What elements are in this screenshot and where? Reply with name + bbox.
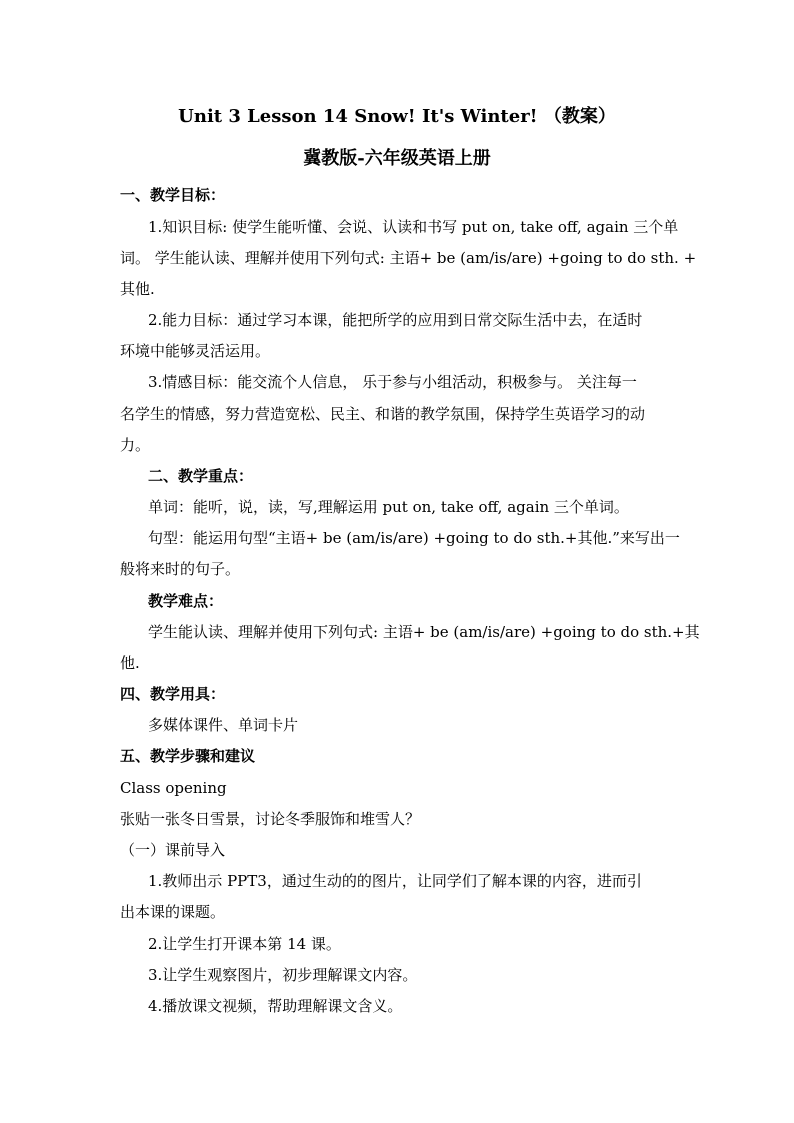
document-title: Unit 3 Lesson 14 Snow! It's Winter! （教案）: [178, 106, 616, 127]
paragraph-line: 句型：能运用句型“主语+ be (am/is/are) +going to do sth.+其他.”来写出一: [148, 529, 680, 547]
paragraph-line: 3.让学生观察图片，初步理解课文内容。: [148, 966, 418, 984]
paragraph-line: 学生能认读、理解并使用下列句式: 主语+ be (am/is/are) +going to do sth.+其: [148, 623, 700, 641]
subsection-heading: （一）课前导入: [120, 841, 226, 859]
document-subtitle: 冀教版-六年级英语上册: [303, 148, 491, 169]
paragraph-line: 其他.: [120, 280, 155, 298]
paragraph-line: 张贴一张冬日雪景，讨论冬季服饰和堆雪人？: [120, 810, 421, 828]
section-heading-objectives: 一、教学目标：: [120, 186, 226, 204]
paragraph-line: 1.教师出示 PPT3，通过生动的的图片，让同学们了解本课的内容，进而引: [148, 872, 642, 890]
paragraph-line: 2.能力目标：通过学习本课，能把所学的应用到日常交际生活中去，在适时: [148, 311, 643, 329]
paragraph-line: 般将来时的句子。: [120, 560, 241, 578]
section-heading-key-points: 二、教学重点：: [148, 467, 254, 485]
paragraph-line: 出本课的课题。: [120, 903, 226, 921]
section-heading-steps: 五、教学步骤和建议: [120, 747, 256, 765]
paragraph-line: 环境中能够灵活运用。: [120, 342, 271, 360]
paragraph-line: 力。: [120, 436, 151, 454]
section-heading-tools: 四、教学用具：: [120, 685, 226, 703]
section-heading-difficulties: 教学难点：: [148, 592, 224, 610]
paragraph-line: 1.知识目标: 使学生能听懂、会说、认读和书写 put on, take off, again 三个单: [148, 218, 679, 236]
paragraph-line: 单词：能听，说，读，写,理解运用 put on, take off, again 三个单词。: [148, 498, 629, 516]
paragraph-line: 4.播放课文视频，帮助理解课文含义。: [148, 997, 403, 1015]
paragraph-line: 词。 学生能认读、理解并使用下列句式: 主语+ be (am/is/are) +going to do sth. +: [120, 249, 697, 267]
paragraph-line: 多媒体课件、单词卡片: [148, 716, 299, 734]
paragraph-line: 3.情感目标：能交流个人信息， 乐于参与小组活动，积极参与。 关注每一: [148, 373, 637, 391]
paragraph-line: Class opening: [120, 779, 227, 797]
paragraph-line: 名学生的情感，努力营造宽松、民主、和谐的教学氛围，保持学生英语学习的动: [120, 405, 646, 423]
paragraph-line: 他.: [120, 654, 140, 672]
paragraph-line: 2.让学生打开课本第 14 课。: [148, 935, 341, 953]
